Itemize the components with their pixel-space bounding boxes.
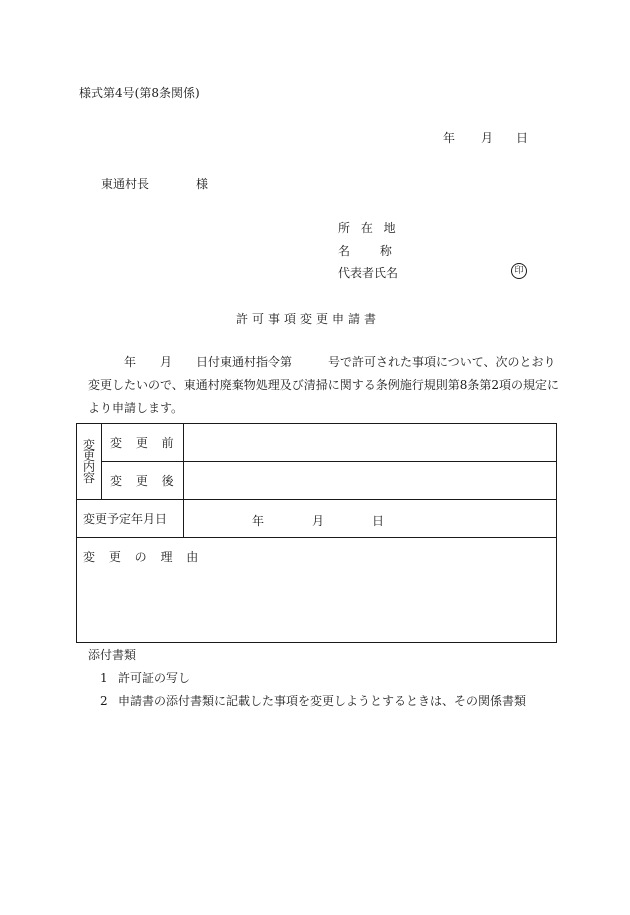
planned-year: 年 [252, 514, 265, 528]
planned-date-field[interactable] [184, 500, 557, 538]
attachment-item-2-text: 申請書の添付書類に記載した事項を変更しようとするときは、その関係書類 [118, 694, 527, 708]
attachment-item-2-num: 2 [100, 694, 108, 708]
change-form-table [76, 423, 557, 643]
date-month: 月 [481, 131, 494, 145]
attachments-title: 添付書類 [88, 648, 137, 662]
addressee-name: 東通村長 [101, 177, 150, 191]
body-line-3: より申請します。 [88, 401, 184, 415]
body-year: 年 [124, 355, 137, 369]
name-label: 名 称 [338, 244, 392, 258]
date-day: 日 [516, 131, 529, 145]
planned-date-row [77, 500, 557, 538]
body-number-suffix: 号で許可された事項について、次のとおり [328, 355, 556, 369]
planned-month: 月 [312, 514, 325, 528]
seal-mark: 印 [511, 263, 527, 279]
after-label: 変 更 後 [102, 462, 184, 500]
after-value-field[interactable] [184, 462, 557, 500]
before-label: 変 更 前 [102, 424, 184, 462]
document-title: 許可事項変更申請書 [236, 312, 381, 326]
body-line-2: 変更したいので、東通村廃棄物処理及び清掃に関する条例施行規則第8条第2項の規定に [88, 378, 560, 392]
after-row [77, 462, 557, 500]
attachment-item-1-num: 1 [100, 671, 108, 685]
form-number: 様式第4号(第8条関係) [79, 86, 200, 100]
before-value-field[interactable] [184, 424, 557, 462]
planned-day: 日 [372, 514, 385, 528]
reason-row [77, 538, 557, 643]
before-row [77, 424, 557, 462]
change-content-group-label [77, 424, 102, 500]
body-day-prefix: 日付東通村指令第 [196, 355, 293, 369]
reason-field[interactable] [77, 538, 557, 643]
addressee-honorific: 様 [196, 177, 209, 191]
attachment-item-1-text: 許可証の写し [118, 671, 191, 685]
location-label: 所 在 地 [338, 221, 396, 235]
change-content-text: 変更内容 [83, 437, 96, 485]
planned-date-label: 変更予定年月日 [77, 500, 184, 538]
body-month: 月 [160, 355, 173, 369]
representative-label: 代表者氏名 [338, 266, 399, 280]
date-year: 年 [443, 131, 456, 145]
reason-label: 変 更 の 理 由 [83, 550, 199, 564]
